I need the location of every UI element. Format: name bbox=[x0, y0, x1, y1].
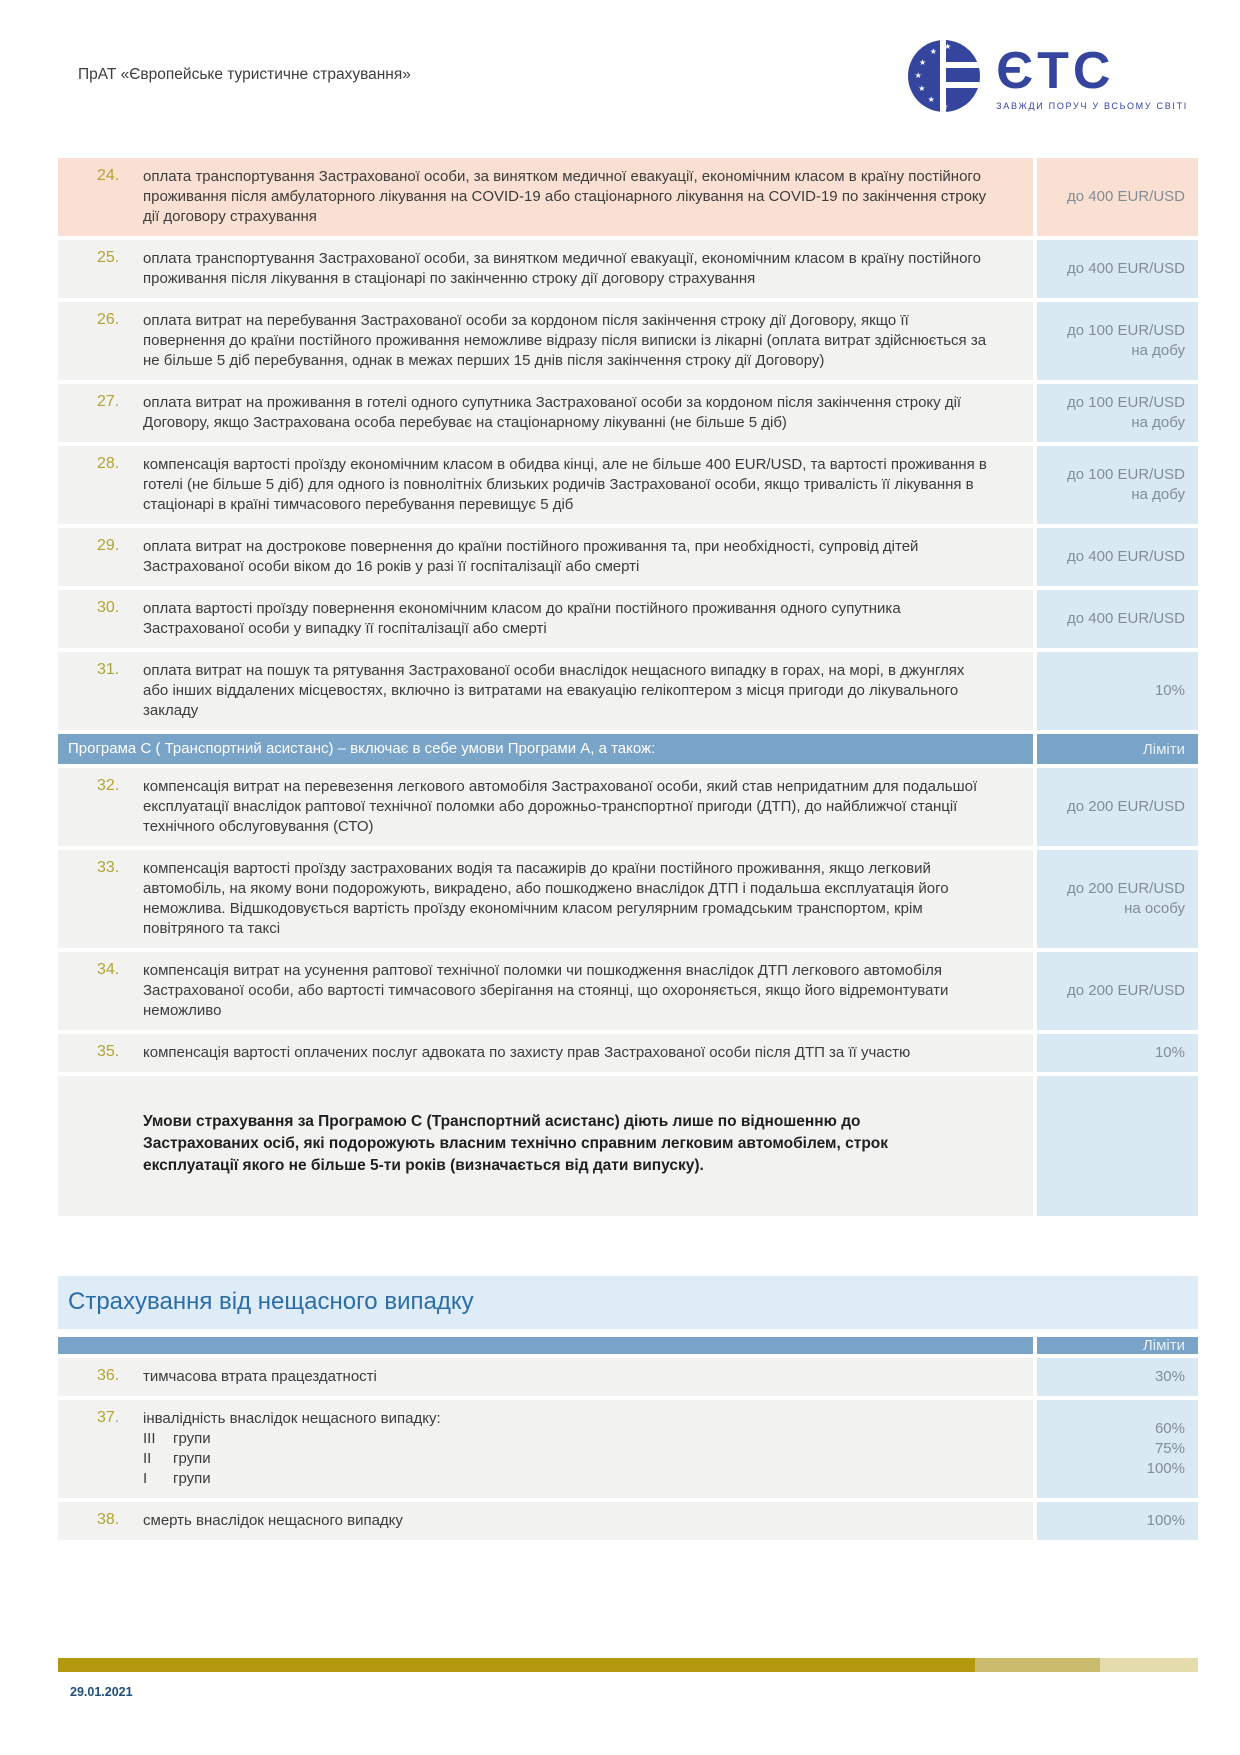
row-number: 30. bbox=[97, 599, 120, 616]
row-text-main: інвалідність внаслідок нещасного випадку: bbox=[143, 1410, 441, 1427]
row-number: 31. bbox=[97, 661, 120, 678]
row-text: компенсація витрат на перевезення легкового автомобіля Застрахованої особи, який став непридатним для подальшої експлуатації внаслідок раптової технічної поломки або дорожньо-транспортної пригоди (ДТП), до найближчої станції технічного обслуговування (СТО) bbox=[143, 778, 978, 835]
row-limit: до 200 EUR/USD bbox=[1037, 952, 1198, 1030]
row-limit: до 400 EUR/USD bbox=[1037, 158, 1198, 236]
logo-abbr: ЄТС bbox=[996, 42, 1115, 100]
star-icon: ★ bbox=[941, 101, 949, 111]
row-limit: до 400 EUR/USD bbox=[1037, 590, 1198, 648]
row-number: 28. bbox=[97, 455, 120, 472]
footer-gold-bar bbox=[58, 1658, 1198, 1672]
logo-text bbox=[996, 40, 1188, 111]
row-limit: до 200 EUR/USD bbox=[1037, 768, 1198, 846]
page-header bbox=[78, 40, 1188, 112]
disability-group: III групи bbox=[143, 1430, 211, 1447]
star-icon: ★ bbox=[914, 71, 922, 81]
accident-section-title: Страхування від нещасного випадку bbox=[58, 1276, 1198, 1329]
star-icon: ★ bbox=[944, 41, 952, 51]
row-limit: 10% bbox=[1037, 1034, 1198, 1072]
row-text: оплата транспортування Застрахованої особи, за винятком медичної евакуації, економічним класом в країну постійного проживання після амбулаторного лікування на COVID-19 або стаціонарного лікування на COVID-19 по закінчення строку дії договору страхування bbox=[143, 168, 987, 225]
row-text: тимчасова втрата працездатності bbox=[143, 1368, 377, 1385]
row-limit: до 400 EUR/USD bbox=[1037, 240, 1198, 298]
row-number: 38. bbox=[97, 1511, 120, 1528]
accident-header-empty bbox=[58, 1337, 1033, 1354]
table-row bbox=[58, 590, 1198, 648]
row-text: компенсація вартості оплачених послуг адвоката по захисту прав Застрахованої особи після ДТП за її участю bbox=[143, 1044, 911, 1061]
table-row bbox=[58, 446, 1198, 524]
logo-tagline: ЗАВЖДИ ПОРУЧ У ВСЬОМУ СВІТІ bbox=[996, 101, 1188, 111]
footer-date: 29.01.2021 bbox=[70, 1685, 133, 1699]
etc-logo-circle-icon bbox=[908, 40, 980, 112]
row-text: оплата витрат на дострокове повернення до країни постійного проживання та, при необхідності, супровід дітей Застрахованої особи віком до 16 років у разі її госпіталізації або смерті bbox=[143, 538, 919, 575]
disability-group: I групи bbox=[143, 1470, 211, 1487]
row-limit: до 100 EUR/USD на добу bbox=[1037, 302, 1198, 380]
row-text: оплата транспортування Застрахованої особи, за винятком медичної евакуації, економічним класом в країну постійного проживання після лікування в стаціонарі по закінченню строку дії договору страхування bbox=[143, 250, 981, 287]
logo-horizontal-bar bbox=[946, 62, 980, 68]
table-row bbox=[58, 768, 1198, 846]
row-text: компенсація вартості проїзду застрахованих водія та пасажирів до країни постійного проживання, якщо легковий автомобіль, на якому вони подорожують, викрадено, або пошкоджено внаслідок ДТП і подальша експлуатація його неможлива. Відшкодовується вартість проїзду економічним класом регулярним громадським транспортом, крім повітряного та таксі bbox=[143, 860, 949, 937]
program-c-note-row bbox=[58, 1076, 1198, 1216]
row-text: оплата вартості проїзду повернення економічним класом до країни постійного проживання одного супутника Застрахованої особи у випадку її госпіталізації або смерті bbox=[143, 600, 901, 637]
row-number: 29. bbox=[97, 537, 120, 554]
row-limit: до 400 EUR/USD bbox=[1037, 528, 1198, 586]
row-number: 32. bbox=[97, 777, 120, 794]
row-limit: 10% bbox=[1037, 652, 1198, 730]
table-row bbox=[58, 1400, 1198, 1498]
footer-bar-segment-medium bbox=[975, 1658, 1100, 1672]
row-text: смерть внаслідок нещасного випадку bbox=[143, 1512, 403, 1529]
row-limit: до 200 EUR/USD на особу bbox=[1037, 850, 1198, 948]
company-name: ПрАТ «Європейське туристичне страхування» bbox=[78, 66, 411, 83]
row-number: 36. bbox=[97, 1367, 120, 1384]
star-icon: ★ bbox=[918, 57, 927, 67]
row-limit: до 100 EUR/USD на добу bbox=[1037, 446, 1198, 524]
row-number: 26. bbox=[97, 311, 120, 328]
table-row bbox=[58, 850, 1198, 948]
limits-header: Ліміти bbox=[1037, 1337, 1198, 1354]
table-row bbox=[58, 384, 1198, 442]
row-text: оплата витрат на перебування Застрахованої особи за кордоном після закінчення строку дії Договору, якщо її повернення до країни постійного проживання неможливе відразу після виписки із лікарні (оплата витрат здійснюється за не більше 5 діб перебування, однак в межах перших 15 днів після закінчення строку дії Договору) bbox=[143, 312, 987, 369]
star-icon: ★ bbox=[929, 46, 937, 56]
row-text: оплата витрат на пошук та рятування Застрахованої особи внаслідок нещасного випадку в горах, на морі, в джунглях або інших віддалених місцевостях, включно із витратами на евакуацію гелікоптером з місця пригоди до лікувального закладу bbox=[143, 662, 965, 719]
row-number: 27. bbox=[97, 393, 120, 410]
table-row bbox=[58, 1034, 1198, 1072]
row-limit: 60% 75% 100% bbox=[1037, 1400, 1198, 1498]
coverage-table bbox=[58, 158, 1198, 1540]
table-row bbox=[58, 158, 1198, 236]
row-text: оплата витрат на проживання в готелі одного супутника Застрахованої особи за кордоном після закінчення строку дії Договору, якщо Застрахована особа перебуває на стаціонарному лікуванні (не більше 5 діб) bbox=[143, 394, 962, 431]
program-c-header bbox=[58, 734, 1198, 764]
logo-horizontal-bar bbox=[946, 82, 980, 88]
row-limit: до 100 EUR/USD на добу bbox=[1037, 384, 1198, 442]
row-limit: 30% bbox=[1037, 1358, 1198, 1396]
star-icon: ★ bbox=[927, 95, 935, 105]
footer-bar-segment-dark bbox=[58, 1658, 975, 1672]
row-number: 25. bbox=[97, 249, 120, 266]
row-number: 34. bbox=[97, 961, 120, 978]
row-text: компенсація вартості проїзду економічним класом в обидва кінці, але не більше 400 EUR/USD, та вартості проживання в готелі (не більше 5 діб) для одного із повнолітніх близьких родичів Застрахованої особи, якщо тривалість її лікування в стаціонарі в країні тимчасового перебування перевищує 5 діб bbox=[143, 456, 987, 513]
table-row bbox=[58, 652, 1198, 730]
limits-header: Ліміти bbox=[1037, 734, 1198, 764]
program-c-label: Програма C ( Транспортний асистанс) – включає в себе умови Програми А, а також: bbox=[58, 734, 1033, 764]
table-row bbox=[58, 302, 1198, 380]
row-number: 35. bbox=[97, 1043, 120, 1060]
empty-limit-cell bbox=[1037, 1076, 1198, 1216]
section-spacer bbox=[58, 1220, 1198, 1272]
row-number: 33. bbox=[97, 859, 120, 876]
accident-header bbox=[58, 1337, 1198, 1354]
row-limit: 100% bbox=[1037, 1502, 1198, 1540]
row-number: 24. bbox=[97, 167, 120, 184]
star-icon: ★ bbox=[918, 84, 926, 94]
etc-logo bbox=[908, 40, 1188, 112]
table-row bbox=[58, 1502, 1198, 1540]
footer-bar-segment-light bbox=[1100, 1658, 1198, 1672]
program-c-note: Умови страхування за Програмою C (Транспортний асистанс) діють лише по відношенню до Застрахованих осіб, які подорожують власним технічно справним легковим автомобілем, строк експлуатації якого не більше 5-ти років (визначається від дати випуску). bbox=[143, 1113, 889, 1174]
table-row bbox=[58, 240, 1198, 298]
disability-group: II групи bbox=[143, 1450, 211, 1467]
table-row bbox=[58, 952, 1198, 1030]
row-number: 37. bbox=[97, 1409, 120, 1426]
table-row bbox=[58, 1358, 1198, 1396]
table-row bbox=[58, 528, 1198, 586]
row-text: компенсація витрат на усунення раптової технічної поломки чи пошкодження внаслідок ДТП легкового автомобіля Застрахованої особи, або вартості тимчасового зберігання на стоянці, що охороняється, якщо його відремонтувати неможливо bbox=[143, 962, 949, 1019]
row-text bbox=[143, 1409, 1033, 1489]
